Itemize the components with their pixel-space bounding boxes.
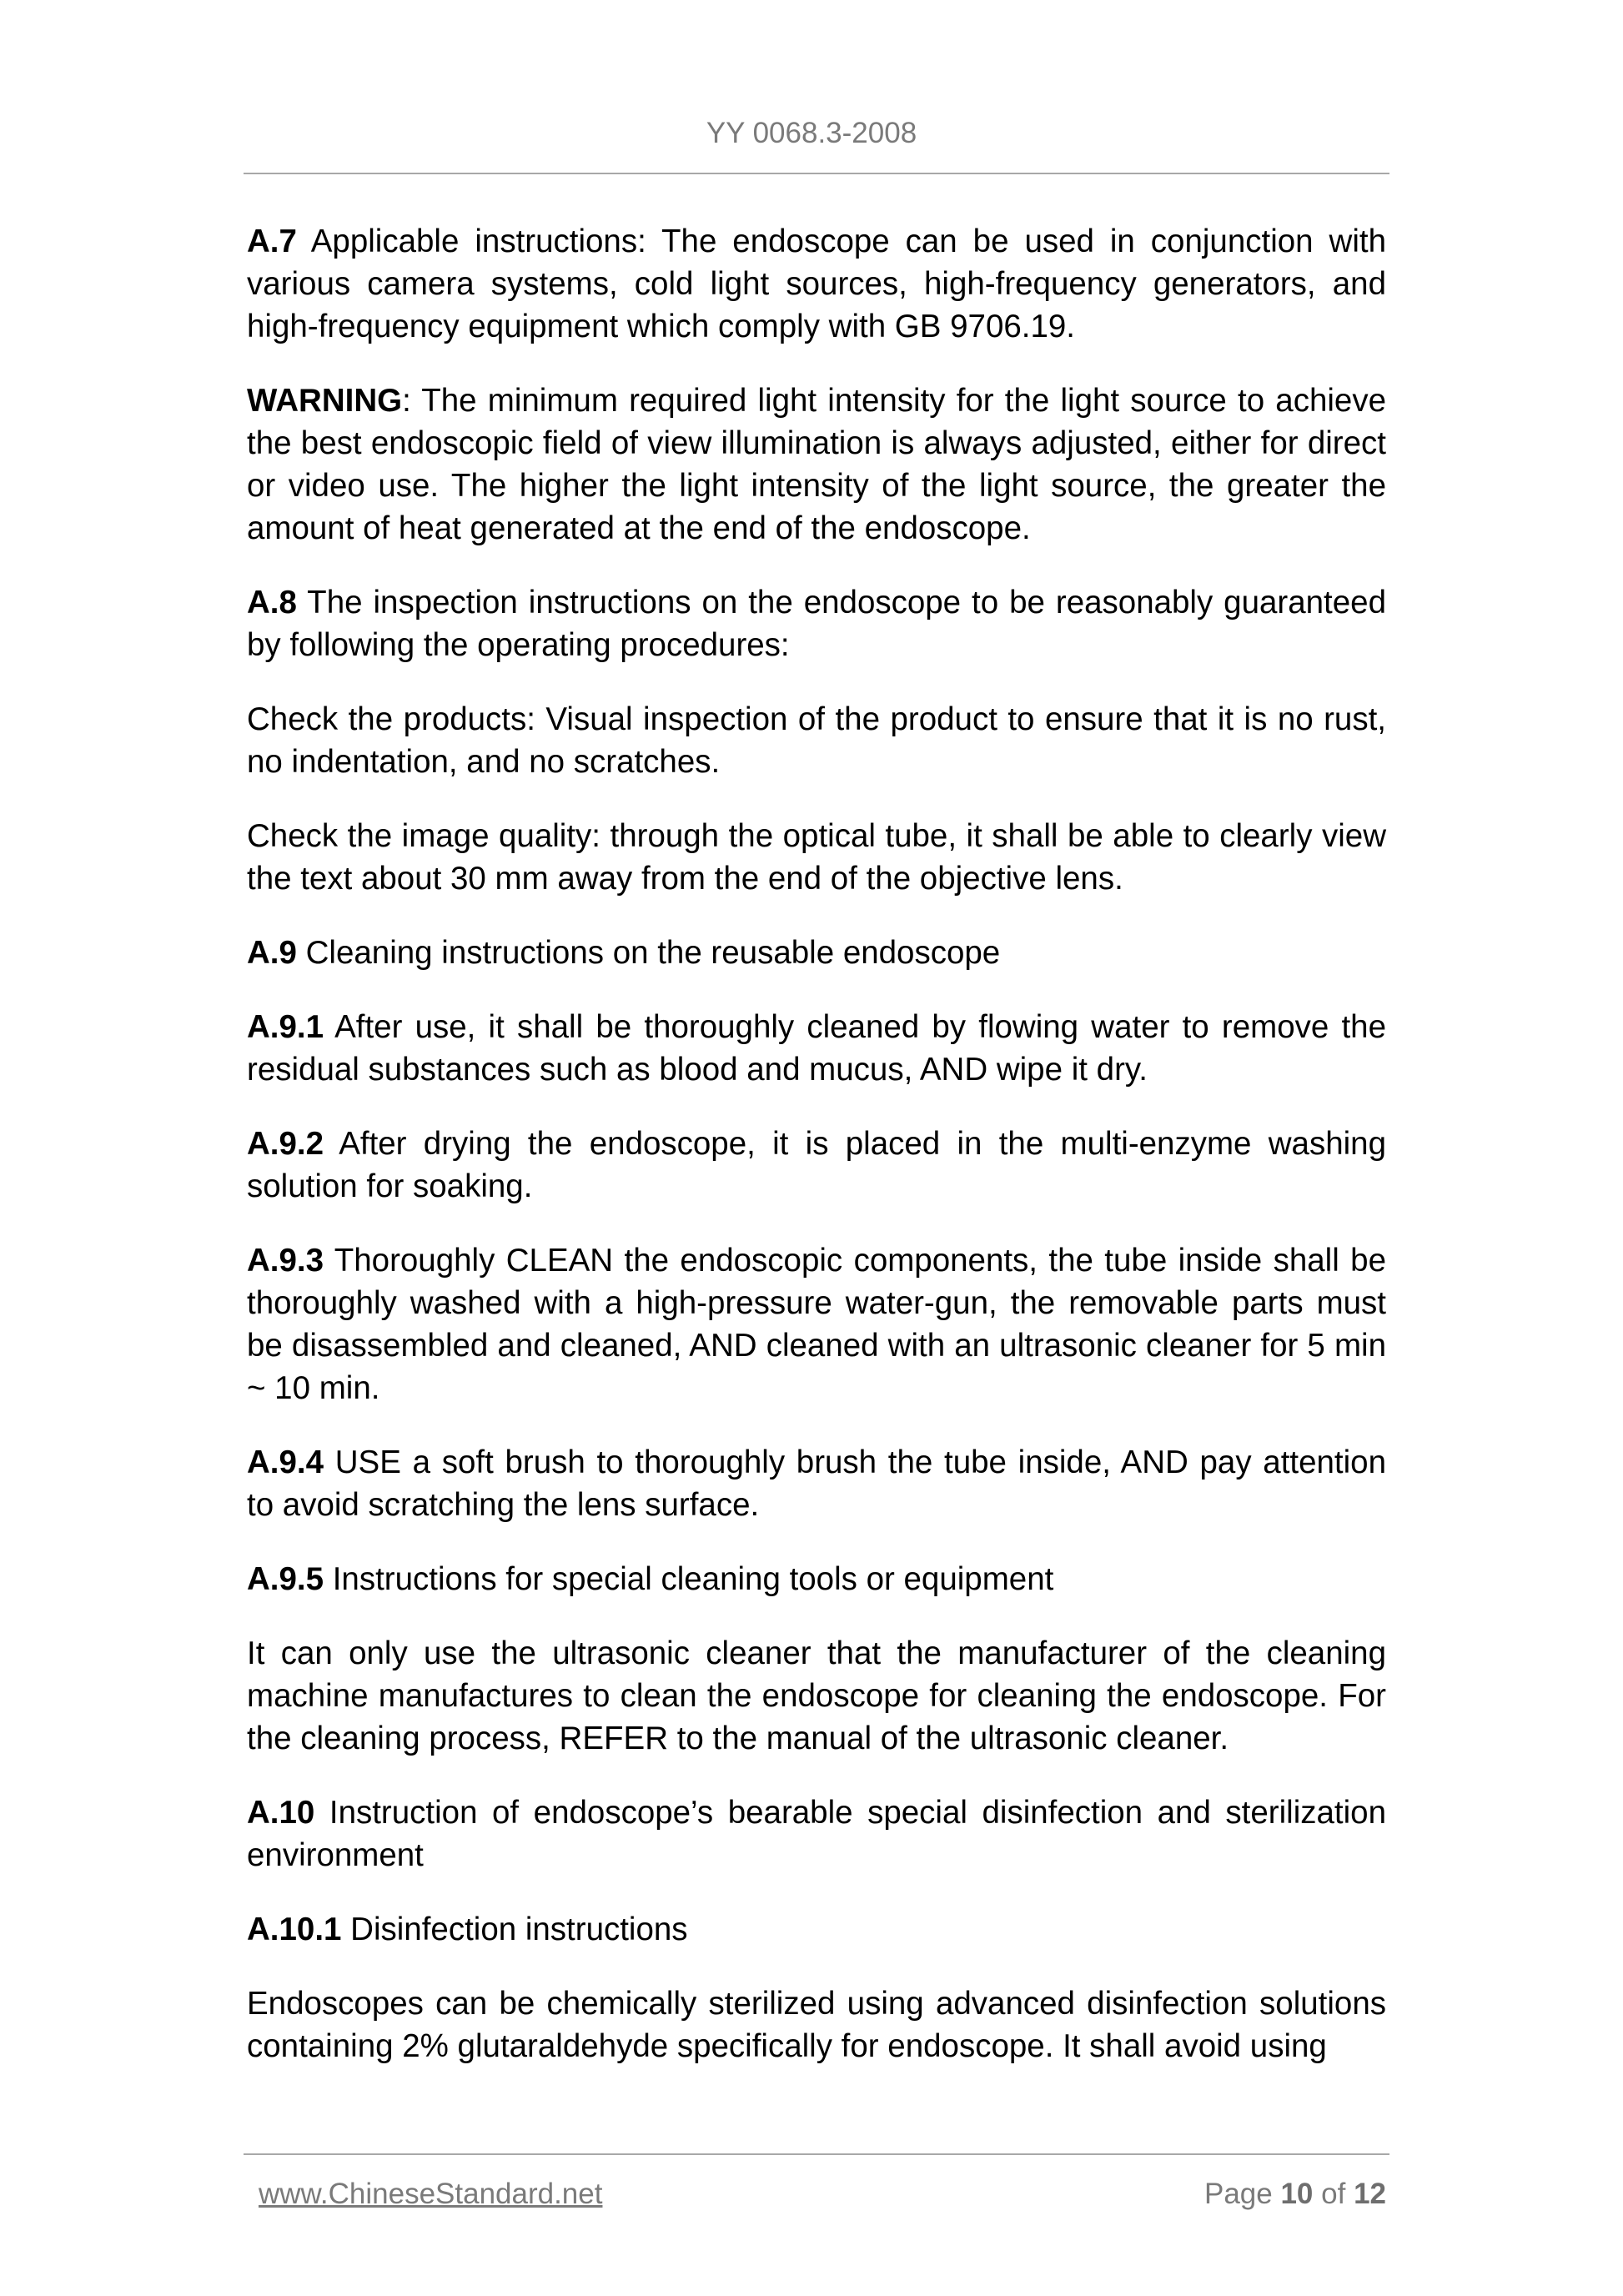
page-header [0,117,1623,150]
current-page: 10 [1280,2178,1314,2210]
clause-text: Cleaning instructions on the reusable endoscope [296,935,1001,971]
footer-divider [244,2153,1389,2155]
website-link[interactable]: www.ChineseStandard.net [259,2178,603,2210]
clause-a8 [247,581,1386,666]
clause-label: A.7 [247,224,297,259]
paragraph-text: Check the products: Visual inspection of the product to ensure that it is no rust, no indentation, and no scratches. [247,701,1386,780]
clause-text: Disinfection instructions [341,1912,688,1947]
clause-a9-4 [247,1441,1386,1526]
clause-a9-1 [247,1006,1386,1091]
check-image-quality-paragraph [247,815,1386,900]
clause-text: The inspection instructions on the endoscope to be reasonably guaranteed by following the operating procedures: [247,585,1386,663]
clause-a9 [247,932,1386,974]
clause-label: A.10 [247,1795,315,1831]
clause-label: A.9.5 [247,1561,324,1597]
disinfection-solution-paragraph [247,1982,1386,2067]
warning-text: : The minimum required light intensity for the light source to achieve the best endoscopic field of view illumination is always adjusted, either for direct or video use. The higher the light intensity of the light source, the greater the amount of heat generated at the end of the endoscope. [247,383,1386,546]
clause-a9-5 [247,1558,1386,1600]
clause-label: A.8 [247,585,297,620]
check-products-paragraph [247,698,1386,783]
clause-text: USE a soft brush to thoroughly brush the tube inside, AND pay attention to avoid scratching the lens surface. [247,1444,1386,1523]
clause-text: After drying the endoscope, it is placed in the multi-enzyme washing solution for soaking. [247,1126,1386,1204]
clause-label: A.9 [247,935,297,971]
page-word: Page [1203,2178,1273,2210]
warning-label: WARNING [247,383,403,419]
clause-text: Instructions for special cleaning tools or equipment [324,1561,1054,1597]
warning-paragraph [247,379,1386,550]
page-footer [259,2175,1386,2213]
clause-label: A.9.4 [247,1444,324,1480]
clause-label: A.9.2 [247,1126,324,1162]
clause-text: Instruction of endoscope’s bearable special disinfection and sterilization environment [247,1795,1386,1873]
ultrasonic-cleaner-paragraph [247,1632,1386,1760]
paragraph-text: Endoscopes can be chemically sterilized using advanced disinfection solutions containing 2% glutaraldehyde specifically for endoscope. It shall avoid using [247,1986,1386,2064]
clause-text: Applicable instructions: The endoscope can be used in conjunction with various camera systems, cold light sources, high-frequency generators, and high-frequency equipment which comply with GB 9706.19. [247,224,1386,344]
standard-code: YY 0068.3-2008 [706,117,917,149]
paragraph-text: It can only use the ultrasonic cleaner that the manufacturer of the cleaning machine manufactures to clean the endoscope for cleaning the endoscope. For the cleaning process, REFER to the manual of the ultrasonic cleaner. [247,1635,1386,1756]
of-word: of [1321,2178,1346,2210]
clause-label: A.9.1 [247,1009,324,1045]
clause-text: After use, it shall be thoroughly cleaned by flowing water to remove the residual substances such as blood and mucus, AND wipe it dry. [247,1009,1386,1088]
total-pages: 12 [1354,2178,1386,2210]
document-body [247,220,1386,2067]
clause-a10-1 [247,1908,1386,1951]
clause-a10 [247,1791,1386,1876]
clause-label: A.9.3 [247,1243,324,1279]
header-divider [244,173,1389,174]
clause-label: A.10.1 [247,1912,342,1947]
clause-a7 [247,220,1386,348]
page-number [1204,2175,1386,2213]
clause-a9-3 [247,1239,1386,1409]
clause-a9-2 [247,1123,1386,1208]
paragraph-text: Check the image quality: through the optical tube, it shall be able to clearly view the text about 30 mm away from the end of the objective lens. [247,818,1386,897]
clause-text: Thoroughly CLEAN the endoscopic components, the tube inside shall be thoroughly washed with a high-pressure water-gun, the removable parts must be disassembled and cleaned, AND cleaned with an ultrasonic cleaner for 5 min ~ 10 min. [247,1243,1386,1406]
